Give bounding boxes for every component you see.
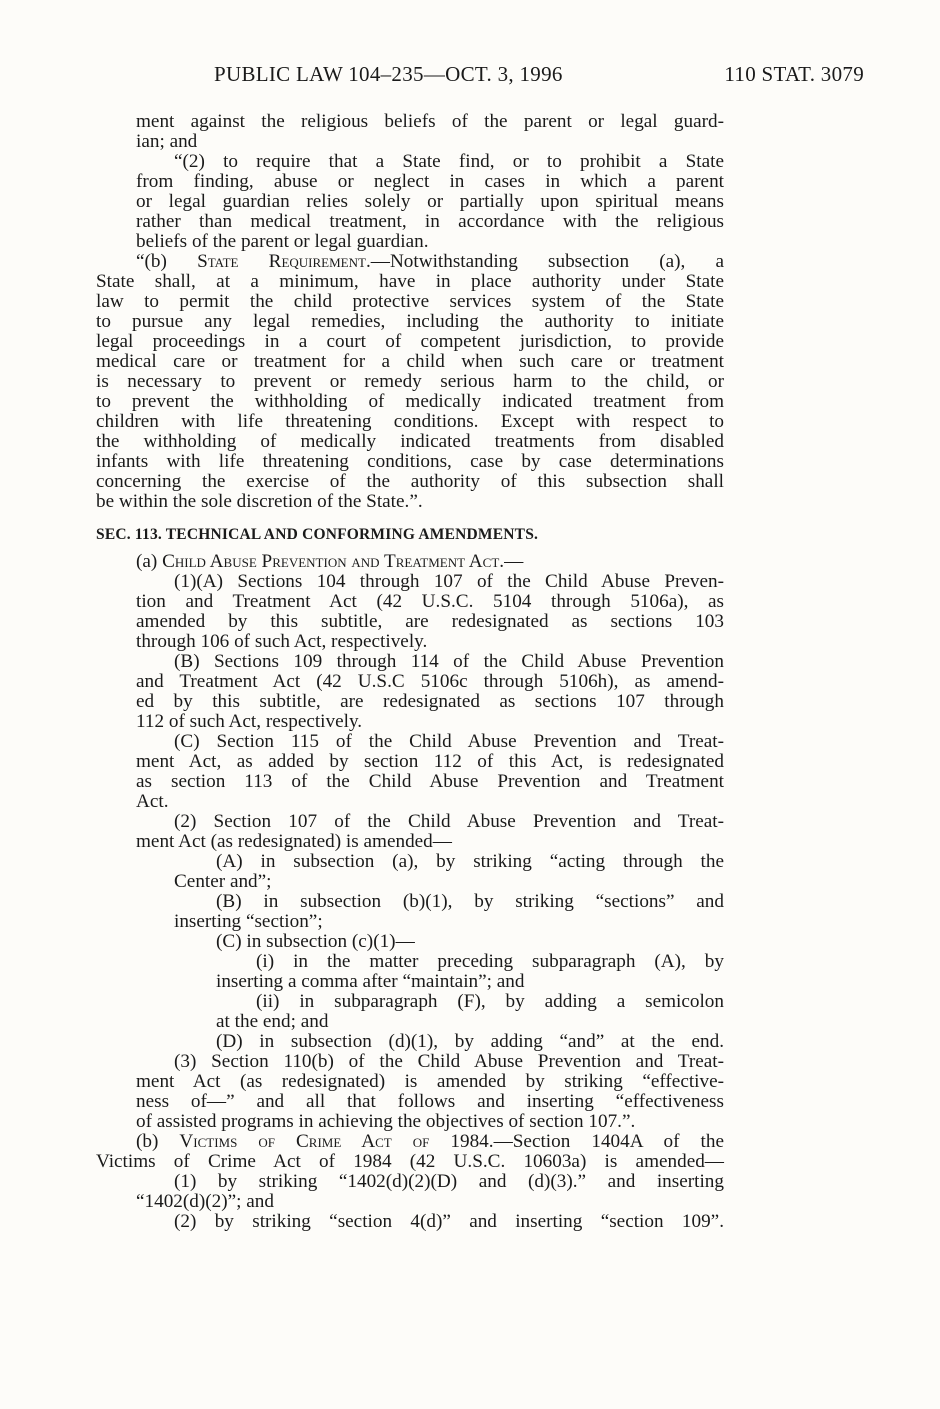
text-line: (1)(A) Sections 104 through 107 of the Child Abuse Preven- xyxy=(174,571,724,592)
text-line: children with life threatening conditions. Except with respect to xyxy=(96,411,724,432)
text-line: inserting a comma after “maintain”; and xyxy=(216,971,525,992)
text-line: (B) in subsection (b)(1), by striking “sections” and xyxy=(216,891,724,912)
text-line: and Treatment Act (42 U.S.C 5106c through 5106h), as amend- xyxy=(136,671,724,692)
page-header xyxy=(214,62,864,88)
document-body xyxy=(96,112,724,1232)
statute-page-number: 110 STAT. 3079 xyxy=(724,62,864,86)
text-fragment: —Section 1404A of the xyxy=(493,1131,724,1152)
text-line: ment Act (as redesignated) is amended by striking “effective- xyxy=(136,1071,724,1092)
text-line: (C) in subsection (c)(1)— xyxy=(216,931,415,952)
subsection-heading: Victims of Crime Act of 1984. xyxy=(179,1131,494,1152)
text-line: inserting “section”; xyxy=(174,911,323,932)
text-line: Act. xyxy=(136,791,169,812)
text-line: ian; and xyxy=(136,131,198,152)
text-line: concerning the exercise of the authority of this subsection shall xyxy=(96,471,724,492)
text-line: (i) in the matter preceding subparagraph (A), by xyxy=(256,951,724,972)
subsection-b-heading-line xyxy=(96,1132,724,1152)
text-line: be within the sole discretion of the State.”. xyxy=(96,491,423,512)
subsection-label: “(b) xyxy=(136,251,198,272)
text-line: (B) Sections 109 through 114 of the Child Abuse Prevention xyxy=(174,651,724,672)
public-law-citation: PUBLIC LAW 104–235—OCT. 3, 1996 xyxy=(214,62,563,86)
text-line: the withholding of medically indicated treatments from disabled xyxy=(96,431,724,452)
text-line: from finding, abuse or neglect in cases in which a parent xyxy=(136,171,724,192)
text-line: or legal guardian relies solely or partially upon spiritual means xyxy=(136,191,724,212)
text-line: (A) in subsection (a), by striking “acting through the xyxy=(216,851,724,872)
text-line: rather than medical treatment, in accordance with the religious xyxy=(136,211,724,232)
text-line: (2) by striking “section 4(d)” and inserting “section 109”. xyxy=(174,1211,724,1232)
text-line: ment against the religious beliefs of the parent or legal guard- xyxy=(136,111,724,132)
text-line: Victims of Crime Act of 1984 (42 U.S.C. 10603a) is amended— xyxy=(96,1151,724,1172)
text-line: at the end; and xyxy=(216,1011,329,1032)
text-line: law to permit the child protective services system of the State xyxy=(96,291,724,312)
text-line: tion and Treatment Act (42 U.S.C. 5104 through 5106a), as xyxy=(136,591,724,612)
text-line: Center and”; xyxy=(174,871,272,892)
text-line: (3) Section 110(b) of the Child Abuse Prevention and Treat- xyxy=(174,1051,724,1072)
text-line: 112 of such Act, respectively. xyxy=(136,711,363,732)
text-line: (1) by striking “1402(d)(2)(D) and (d)(3).” and inserting xyxy=(174,1171,724,1192)
text-fragment: — xyxy=(504,551,524,572)
text-line: to prevent the withholding of medically indicated treatment from xyxy=(96,391,724,412)
text-line: to pursue any legal remedies, including the authority to initiate xyxy=(96,311,724,332)
subsection-label: (a) xyxy=(136,551,163,572)
text-line: amended by this subtitle, are redesignated as sections 103 xyxy=(136,611,724,632)
text-line: of assisted programs in achieving the objectives of section 107.”. xyxy=(136,1111,636,1132)
text-line: infants with life threatening conditions, case by case determinations xyxy=(96,451,724,472)
text-line: ness of—” and all that follows and inserting “effectiveness xyxy=(136,1091,724,1112)
text-line: is necessary to prevent or remedy serious harm to the child, or xyxy=(96,371,724,392)
text-line: ed by this subtitle, are redesignated as sections 107 through xyxy=(136,691,724,712)
text-line: (C) Section 115 of the Child Abuse Prevention and Treat- xyxy=(174,731,724,752)
text-line: State shall, at a minimum, have in place authority under State xyxy=(96,271,724,292)
text-line: medical care or treatment for a child when such care or treatment xyxy=(96,351,724,372)
text-line: (ii) in subparagraph (F), by adding a semicolon xyxy=(256,991,724,1012)
state-requirement-heading-line xyxy=(96,252,724,272)
subsection-label: (b) xyxy=(136,1131,180,1152)
subsection-a-heading-line xyxy=(96,552,724,572)
text-line: “1402(d)(2)”; and xyxy=(136,1191,274,1212)
text-line: (D) in subsection (d)(1), by adding “and” at the end. xyxy=(216,1031,724,1052)
section-heading: SEC. 113. TECHNICAL AND CONFORMING AMENDMENTS. xyxy=(96,526,539,543)
text-line: “(2) to require that a State find, or to prohibit a State xyxy=(174,151,724,172)
text-line: as section 113 of the Child Abuse Prevention and Treatment xyxy=(136,771,724,792)
subsection-heading: Child Abuse Prevention and Treatment Act. xyxy=(162,551,505,572)
text-line: through 106 of such Act, respectively. xyxy=(136,631,428,652)
subsection-heading: State Requirement. xyxy=(197,251,371,272)
text-fragment: —Notwithstanding subsection (a), a xyxy=(370,251,725,272)
text-line: ment Act (as redesignated) is amended— xyxy=(136,831,452,852)
text-line: beliefs of the parent or legal guardian. xyxy=(136,231,429,252)
text-line: ment Act, as added by section 112 of this Act, is redesignated xyxy=(136,751,724,772)
text-line: legal proceedings in a court of competent jurisdiction, to provide xyxy=(96,331,724,352)
text-line: (2) Section 107 of the Child Abuse Prevention and Treat- xyxy=(174,811,724,832)
